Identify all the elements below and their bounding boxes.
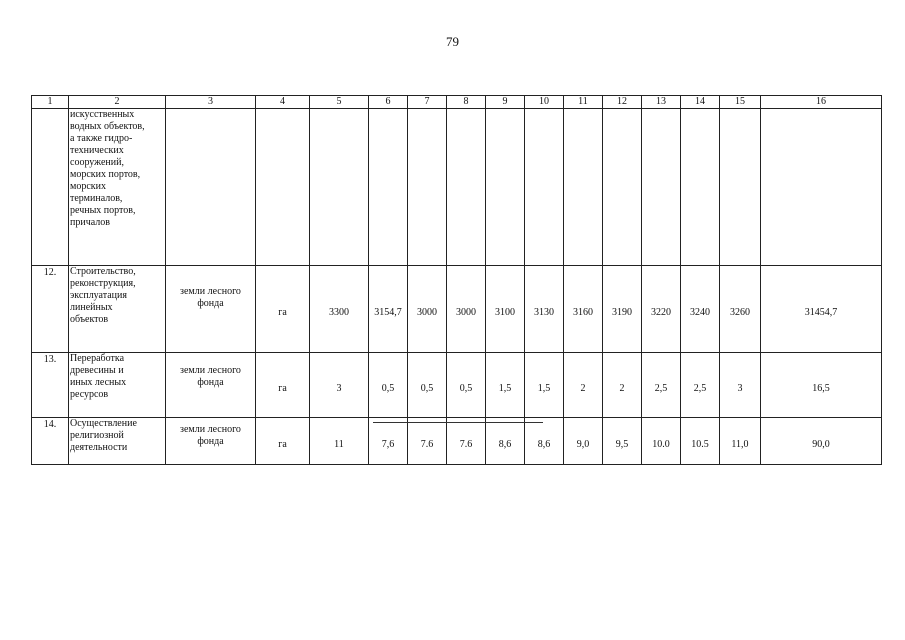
header-row [32,96,882,109]
value-cell [486,353,525,418]
header-cell: 3 [166,96,256,109]
header-cell: 8 [447,96,486,109]
value-cell [525,109,564,266]
activity-name-line: причалов [70,217,110,228]
activity-name-line: Осуществление [70,418,137,429]
activity-name-line: религиозной [70,430,124,441]
value-text: 8,6 [537,439,551,450]
value-text: 3260 [730,307,750,318]
unit-cell [256,266,310,353]
value-cell [310,109,369,266]
value-cell [564,266,603,353]
header-cell: 11 [564,96,603,109]
activity-name-line: ресурсов [70,389,109,400]
value-text: 2,5 [654,383,668,394]
table-row [32,418,882,465]
value-cell [310,266,369,353]
value-text: 3154,7 [374,307,402,318]
value-cell [408,353,447,418]
header-cell: 10 [525,96,564,109]
activity-name [69,353,166,418]
value-text: 0,5 [420,383,434,394]
value-text: 3220 [651,307,671,318]
activity-name-line: водных объектов, [70,121,145,132]
value-text: 90,0 [812,439,830,450]
value-cell [564,418,603,465]
value-cell [720,418,761,465]
activity-name-line: морских [70,181,106,192]
value-cell [447,353,486,418]
value-text: 10.5 [691,439,709,450]
value-cell [720,353,761,418]
unit-text: га [278,307,287,318]
value-cell [369,418,408,465]
value-text: 2 [619,383,625,394]
value-cell [761,109,882,266]
activity-name-line: сооружений, [70,157,124,168]
header-cell: 6 [369,96,408,109]
value-cell [761,266,882,353]
activity-name-line: искусственных [70,109,135,120]
activity-name-line: технических [70,145,124,156]
value-text: 3240 [690,307,710,318]
end-rule [373,422,543,423]
activity-name-line: объектов [70,314,109,325]
value-cell [564,109,603,266]
value-cell [681,109,720,266]
data-table [31,95,882,465]
value-text: 11,0 [731,439,749,450]
activity-name-line: деятельности [70,442,128,453]
activity-name [69,109,166,266]
unit-cell [256,418,310,465]
header-cell: 12 [603,96,642,109]
value-cell [720,109,761,266]
value-cell [642,418,681,465]
value-text: 7.6 [420,439,434,450]
value-text: 3000 [456,307,476,318]
land-category: земли лесного фонда [166,266,256,353]
value-cell [761,418,882,465]
land-category: земли лесного фонда [166,418,256,465]
activity-name-line: эксплуатация [70,290,127,301]
value-cell [408,266,447,353]
value-cell [564,353,603,418]
value-cell [761,353,882,418]
value-text: 16,5 [812,383,830,394]
row-number: 12. [32,266,69,353]
value-text: 10.0 [652,439,670,450]
table-row [32,109,882,266]
value-cell [642,353,681,418]
value-cell [486,418,525,465]
header-cell: 5 [310,96,369,109]
value-cell [681,266,720,353]
value-text: 3100 [495,307,515,318]
value-text: 11 [334,439,344,450]
activity-name-line: иных лесных [70,377,127,388]
value-cell [525,353,564,418]
value-text: 7,6 [381,439,395,450]
header-cell: 7 [408,96,447,109]
row-number: 14. [32,418,69,465]
value-cell [369,109,408,266]
unit-cell [256,109,310,266]
activity-name-line: морских портов, [70,169,141,180]
header-cell: 2 [69,96,166,109]
value-cell [642,109,681,266]
header-cell: 15 [720,96,761,109]
activity-name-line: терминалов, [70,193,123,204]
value-cell [310,353,369,418]
unit-text: га [278,439,287,450]
value-cell [447,266,486,353]
value-text: 3190 [612,307,632,318]
value-cell [525,418,564,465]
value-cell [408,418,447,465]
value-text: 2,5 [693,383,707,394]
row-number: 13. [32,353,69,418]
value-cell [447,109,486,266]
unit-text: га [278,383,287,394]
activity-name [69,418,166,465]
activity-name-line: реконструкция, [70,278,136,289]
value-cell [720,266,761,353]
activity-name-line: речных портов, [70,205,136,216]
value-text: 3300 [329,307,349,318]
value-cell [642,266,681,353]
header-cell: 9 [486,96,525,109]
row-number [32,109,69,266]
value-text: 0,5 [381,383,395,394]
value-cell [486,266,525,353]
table-row [32,266,882,353]
land-category [166,109,256,266]
value-cell [681,418,720,465]
value-text: 3 [336,383,342,394]
value-text: 8,6 [498,439,512,450]
value-cell [369,266,408,353]
value-text: 3130 [534,307,554,318]
value-text: 3000 [417,307,437,318]
value-text: 9,0 [576,439,590,450]
value-text: 2 [580,383,586,394]
unit-cell [256,353,310,418]
header-cell: 14 [681,96,720,109]
value-cell [310,418,369,465]
value-cell [603,353,642,418]
value-text: 1,5 [537,383,551,394]
value-cell [603,418,642,465]
value-text: 1,5 [498,383,512,394]
value-cell [681,353,720,418]
activity-name-line: древесины и [70,365,124,376]
activity-name-line: Строительство, [70,266,136,277]
value-cell [603,266,642,353]
table-row [32,353,882,418]
header-cell: 1 [32,96,69,109]
activity-name-line: линейных [70,302,113,313]
activity-name [69,266,166,353]
value-text: 9,5 [615,439,629,450]
value-text: 31454,7 [804,307,838,318]
value-cell [525,266,564,353]
land-category: земли лесного фонда [166,353,256,418]
value-cell [408,109,447,266]
value-cell [486,109,525,266]
page-number: 79 [446,34,459,49]
value-text: 7.6 [459,439,473,450]
value-text: 3 [737,383,743,394]
header-cell: 16 [761,96,882,109]
activity-name-line: а также гидро- [70,133,133,144]
header-cell: 4 [256,96,310,109]
value-text: 3160 [573,307,593,318]
value-cell [447,418,486,465]
value-cell [603,109,642,266]
header-cell: 13 [642,96,681,109]
activity-name-line: Переработка [70,353,125,364]
value-text: 0,5 [459,383,473,394]
value-cell [369,353,408,418]
